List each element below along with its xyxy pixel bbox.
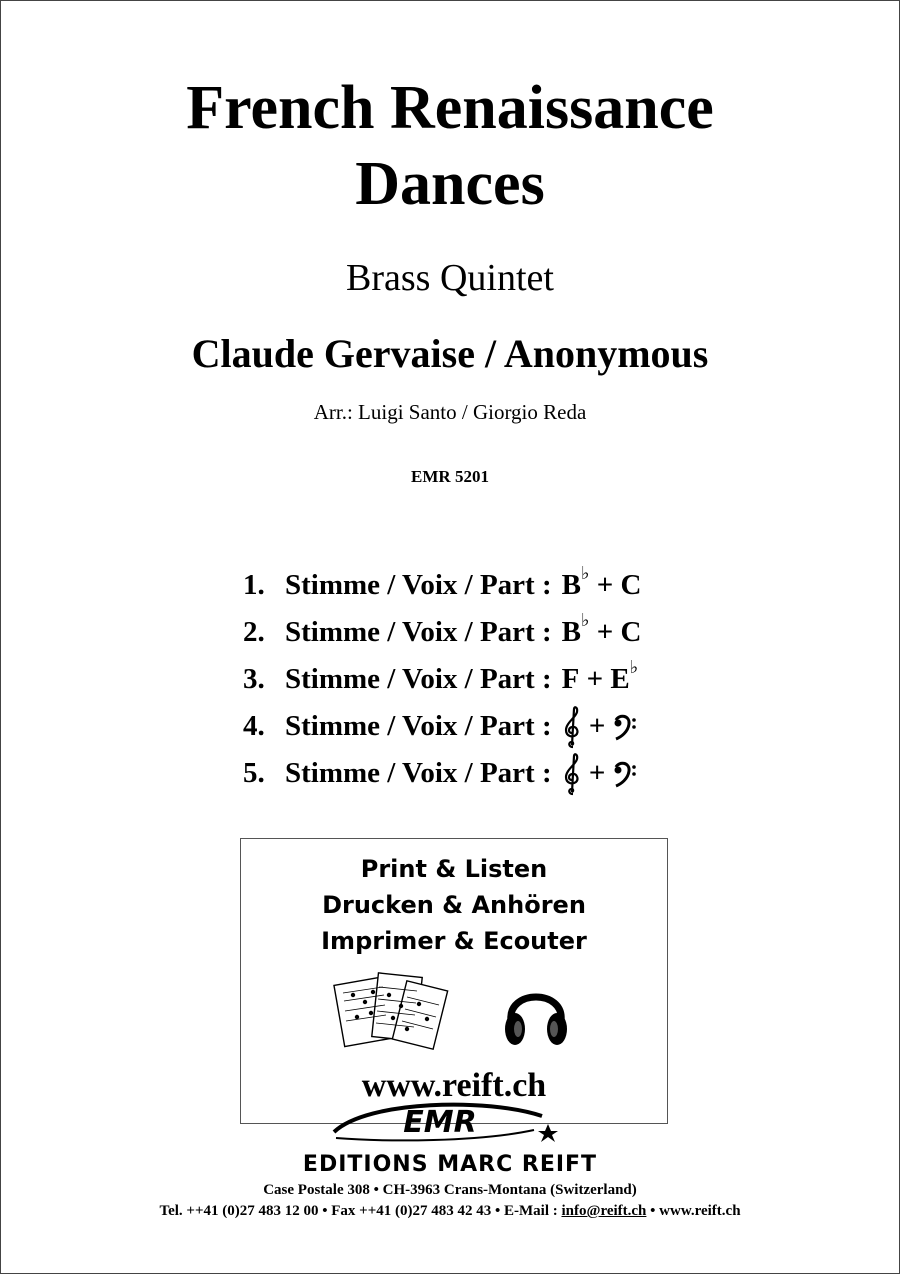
catalog-code: EMR 5201 bbox=[411, 467, 489, 486]
key-2: C bbox=[620, 569, 642, 601]
plus-sign: + bbox=[588, 757, 606, 789]
key-1: F bbox=[561, 663, 580, 695]
promo-line-2: Drucken & Anhören bbox=[322, 891, 586, 919]
plus-sign: + bbox=[586, 663, 604, 695]
part-keys bbox=[562, 562, 642, 609]
key-1: B bbox=[561, 616, 581, 648]
subtitle: Brass Quintet bbox=[346, 257, 554, 299]
print-listen-box bbox=[240, 838, 668, 1124]
address: Case Postale 308 • CH-3963 Crans-Montana (Switzerland) bbox=[263, 1182, 637, 1198]
flat-sign: ♭ bbox=[580, 610, 590, 630]
part-row bbox=[243, 609, 641, 656]
composer: Claude Gervaise / Anonymous bbox=[191, 331, 709, 376]
part-row bbox=[243, 656, 641, 703]
emr-logo bbox=[328, 1094, 560, 1146]
part-label: Stimme / Voix / Part : bbox=[285, 757, 552, 789]
plus-sign: + bbox=[596, 616, 614, 648]
key-2: E bbox=[610, 663, 630, 695]
contact-line bbox=[0, 1203, 900, 1220]
treble-clef-icon bbox=[562, 705, 582, 749]
logo-text: EMR bbox=[403, 1105, 477, 1140]
arranger: Arr.: Luigi Santo / Giorgio Reda bbox=[313, 400, 587, 424]
bass-clef-icon bbox=[613, 759, 637, 789]
part-number: 4. bbox=[243, 710, 265, 742]
part-keys bbox=[562, 703, 637, 750]
part-keys bbox=[562, 656, 639, 703]
sheet-music-icon bbox=[333, 971, 449, 1051]
promo-line-3: Imprimer & Ecouter bbox=[321, 927, 587, 955]
title-line-2: Dances bbox=[355, 150, 545, 218]
email-link[interactable]: info@reift.ch bbox=[561, 1203, 647, 1219]
part-keys bbox=[562, 750, 637, 797]
part-row bbox=[243, 703, 641, 750]
part-number: 3. bbox=[243, 663, 265, 695]
parts-list bbox=[243, 562, 641, 797]
contact-phone-fax: Tel. ++41 (0)27 483 12 00 • Fax ++41 (0)27 483 42 43 • E-Mail : bbox=[159, 1203, 562, 1219]
plus-sign: + bbox=[596, 569, 614, 601]
part-label: Stimme / Voix / Part : bbox=[285, 569, 552, 601]
publisher-name: EDITIONS MARC REIFT bbox=[302, 1152, 598, 1177]
part-label: Stimme / Voix / Part : bbox=[285, 663, 552, 695]
part-number: 1. bbox=[243, 569, 265, 601]
contact-website: • www.reift.ch bbox=[646, 1203, 741, 1219]
headphones-icon bbox=[501, 975, 571, 1051]
part-row bbox=[243, 750, 641, 797]
flat-sign: ♭ bbox=[580, 563, 590, 583]
flat-sign: ♭ bbox=[629, 657, 639, 677]
title-line-1: French Renaissance bbox=[186, 74, 714, 142]
key-2: C bbox=[620, 616, 642, 648]
key-1: B bbox=[561, 569, 581, 601]
bass-clef-icon bbox=[613, 712, 637, 742]
part-number: 2. bbox=[243, 616, 265, 648]
part-label: Stimme / Voix / Part : bbox=[285, 710, 552, 742]
promo-line-1: Print & Listen bbox=[360, 855, 548, 883]
page-title bbox=[0, 70, 900, 222]
treble-clef-icon bbox=[562, 752, 582, 796]
part-number: 5. bbox=[243, 757, 265, 789]
plus-sign: + bbox=[588, 710, 606, 742]
part-label: Stimme / Voix / Part : bbox=[285, 616, 552, 648]
website-link[interactable]: www.reift.ch bbox=[361, 1067, 547, 1104]
